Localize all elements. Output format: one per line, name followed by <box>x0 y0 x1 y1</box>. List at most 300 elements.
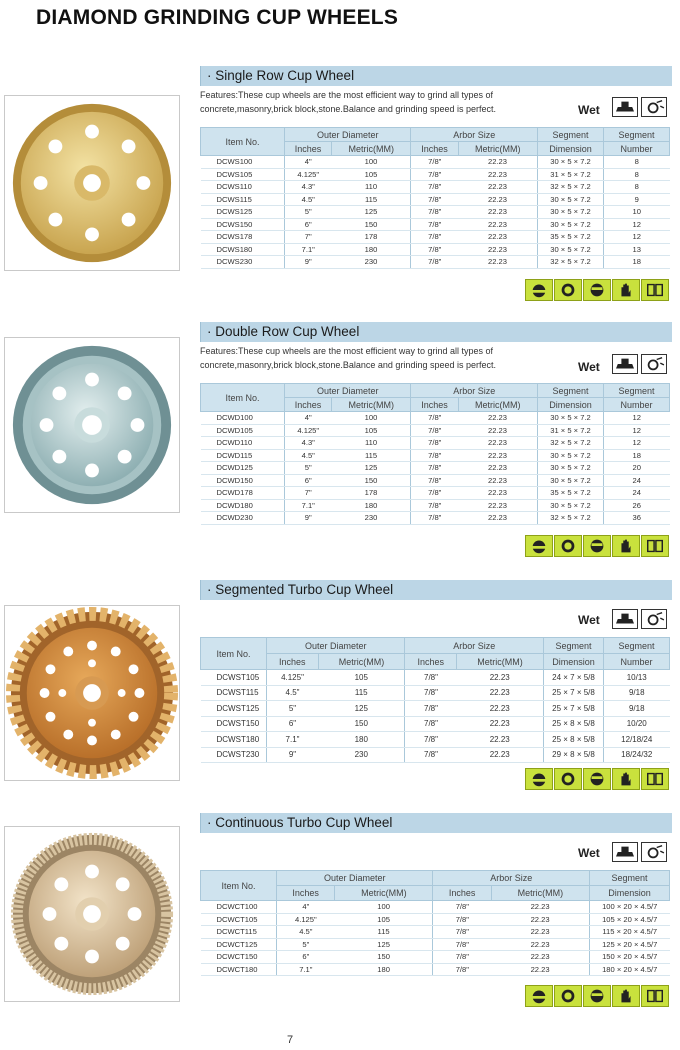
col-segment: Segment <box>590 871 670 886</box>
table-cell: 25 × 8 × 5/8 <box>544 732 604 748</box>
col-inches: Inches <box>277 886 335 901</box>
table-cell: 22.23 <box>458 474 537 487</box>
table-cell: DCWD115 <box>201 449 285 462</box>
table-cell: 30 × 5 × 7.2 <box>538 474 604 487</box>
table-row <box>201 487 670 500</box>
table-cell: 22.23 <box>458 449 537 462</box>
goggles-icon <box>583 535 611 557</box>
col-metric: Metric(MM) <box>458 142 537 156</box>
gloves-icon <box>612 768 640 790</box>
table-cell: 31 × 5 × 7.2 <box>538 424 604 437</box>
features-text: Features:These cup wheels are the most efficient way to grind all types of concrete,masonry,brick block,stone.Balance and grinding speed is perfect. <box>200 346 496 370</box>
table-row <box>201 938 670 951</box>
single-row-wheel-photo <box>4 95 180 271</box>
table-cell: 22.23 <box>458 499 537 512</box>
table-cell: 22.23 <box>456 701 543 717</box>
table-cell: 150 <box>332 474 411 487</box>
table-cell: DCWS100 <box>201 156 285 169</box>
table-cell: 20 <box>604 462 670 475</box>
table-cell: 36 <box>604 512 670 525</box>
table-cell: 30 × 5 × 7.2 <box>538 218 604 231</box>
table-cell: 5" <box>267 701 319 717</box>
wet-label: Wet <box>578 846 600 860</box>
table-cell: 24 <box>604 487 670 500</box>
table-cell: 7/8" <box>433 963 491 976</box>
table-cell: 125 <box>332 206 411 219</box>
table-cell: 4.3" <box>285 181 332 194</box>
col-item: Item No. <box>201 871 277 901</box>
table-cell: 22.23 <box>458 512 537 525</box>
manual-book-icon <box>641 985 669 1007</box>
water-hose-icon <box>641 354 667 374</box>
table-cell: 125 × 20 × 4.5/7 <box>590 938 670 951</box>
table-cell: 32 × 5 × 7.2 <box>538 256 604 269</box>
table-cell: 7/8" <box>411 412 458 425</box>
section-title: · Continuous Turbo Cup Wheel <box>207 815 393 830</box>
col-inches: Inches <box>411 398 458 412</box>
table-cell: DCWST125 <box>201 701 267 717</box>
table-cell: 7/8" <box>411 181 458 194</box>
col-item: Item No. <box>201 384 285 412</box>
col-inches: Inches <box>405 654 457 670</box>
table-cell: 22.23 <box>456 716 543 732</box>
table-cell: 178 <box>332 231 411 244</box>
table-cell: 8 <box>604 168 670 181</box>
table-cell: 4" <box>285 412 332 425</box>
section-title-bar-continuous <box>200 813 672 833</box>
table-cell: 22.23 <box>458 243 537 256</box>
table-row <box>201 685 670 701</box>
table-row <box>201 474 670 487</box>
table-cell: 22.23 <box>491 951 589 964</box>
table-cell: 22.23 <box>458 181 537 194</box>
table-cell: 115 <box>332 449 411 462</box>
table-cell: 22.23 <box>491 963 589 976</box>
col-dimension: Dimension <box>590 886 670 901</box>
table-cell: 22.23 <box>458 193 537 206</box>
feature-badges <box>525 985 671 1007</box>
table-cell: DCWST230 <box>201 747 267 763</box>
table-cell: 4.125" <box>285 168 332 181</box>
table-cell: DCWCT180 <box>201 963 277 976</box>
spec-table-segmented <box>200 637 670 763</box>
table-cell: 4.125" <box>277 913 335 926</box>
table-row <box>201 218 670 231</box>
table-row <box>201 168 670 181</box>
table-cell: 30 × 5 × 7.2 <box>538 462 604 475</box>
table-cell: 180 <box>332 499 411 512</box>
table-cell: 6" <box>267 716 319 732</box>
table-cell: 7/8" <box>433 951 491 964</box>
table-cell: 35 × 5 × 7.2 <box>538 231 604 244</box>
safety-helmet-icon <box>525 985 553 1007</box>
col-segment-number: Segment <box>604 128 670 142</box>
table-cell: DCWD178 <box>201 487 285 500</box>
col-arbor-size: Arbor Size <box>411 384 538 398</box>
table-cell: 31 × 5 × 7.2 <box>538 168 604 181</box>
table-cell: 7/8" <box>411 206 458 219</box>
table-cell: 7/8" <box>411 424 458 437</box>
table-cell: DCWD150 <box>201 474 285 487</box>
table-cell: 7/8" <box>405 701 457 717</box>
face-shield-icon <box>554 279 582 301</box>
table-cell: DCWCT150 <box>201 951 277 964</box>
table-cell: DCWCT115 <box>201 926 277 939</box>
wet-grinder-icon <box>612 609 638 629</box>
goggles-icon <box>583 985 611 1007</box>
table-cell: 22.23 <box>456 670 543 686</box>
table-cell: 7/8" <box>405 685 457 701</box>
table-cell: 7.1" <box>277 963 335 976</box>
table-row <box>201 181 670 194</box>
section-title: · Single Row Cup Wheel <box>207 68 355 83</box>
table-cell: 4.5" <box>285 193 332 206</box>
table-cell: 22.23 <box>458 256 537 269</box>
table-cell: 30 × 5 × 7.2 <box>538 499 604 512</box>
table-cell: 30 × 5 × 7.2 <box>538 412 604 425</box>
table-cell: DCWS110 <box>201 181 285 194</box>
manual-book-icon <box>641 535 669 557</box>
table-row <box>201 243 670 256</box>
table-cell: 22.23 <box>458 487 537 500</box>
table-cell: 7/8" <box>411 462 458 475</box>
table-cell: 7" <box>285 487 332 500</box>
col-metric: Metric(MM) <box>332 142 411 156</box>
table-cell: 22.23 <box>491 938 589 951</box>
table-cell: DCWCT125 <box>201 938 277 951</box>
table-cell: 105 <box>332 168 411 181</box>
wet-label: Wet <box>578 613 600 627</box>
table-cell: 10 <box>604 206 670 219</box>
page-title: DIAMOND GRINDING CUP WHEELS <box>36 6 399 29</box>
col-arbor-size: Arbor Size <box>411 128 538 142</box>
wet-grinder-icon <box>612 354 638 374</box>
table-row <box>201 256 670 269</box>
col-inches: Inches <box>411 142 458 156</box>
goggles-icon <box>583 768 611 790</box>
table-cell: 18/24/32 <box>604 747 670 763</box>
feature-badges <box>525 535 671 557</box>
table-cell: 7/8" <box>405 670 457 686</box>
table-cell: 7/8" <box>433 913 491 926</box>
table-cell: DCWS230 <box>201 256 285 269</box>
table-cell: 9/18 <box>604 701 670 717</box>
table-cell: 22.23 <box>458 156 537 169</box>
section-title-bar-segmented <box>200 580 672 600</box>
table-cell: DCWS105 <box>201 168 285 181</box>
table-cell: 7/8" <box>411 512 458 525</box>
table-cell: 9 <box>604 193 670 206</box>
table-cell: 9" <box>285 512 332 525</box>
table-cell: 30 × 5 × 7.2 <box>538 449 604 462</box>
table-cell: 230 <box>332 512 411 525</box>
table-cell: 24 <box>604 474 670 487</box>
col-number: Number <box>604 398 670 412</box>
table-cell: 7/8" <box>411 168 458 181</box>
table-body <box>201 901 670 976</box>
table-row <box>201 499 670 512</box>
table-cell: 4" <box>277 901 335 914</box>
col-arbor-size: Arbor Size <box>433 871 590 886</box>
table-cell: DCWST105 <box>201 670 267 686</box>
table-cell: 230 <box>318 747 405 763</box>
table-cell: 4" <box>285 156 332 169</box>
table-cell: 100 <box>332 156 411 169</box>
table-cell: 8 <box>604 156 670 169</box>
table-body <box>201 412 670 525</box>
table-row <box>201 901 670 914</box>
table-cell: 35 × 5 × 7.2 <box>538 487 604 500</box>
spec-table-continuous <box>200 870 670 976</box>
table-cell: 7/8" <box>411 474 458 487</box>
table-cell: 30 × 5 × 7.2 <box>538 243 604 256</box>
table-cell: 6" <box>285 218 332 231</box>
table-cell: 115 × 20 × 4.5/7 <box>590 926 670 939</box>
table-cell: 4.5" <box>267 685 319 701</box>
table-cell: 4.5" <box>277 926 335 939</box>
table-cell: 8 <box>604 181 670 194</box>
table-cell: DCWS115 <box>201 193 285 206</box>
table-cell: 7/8" <box>433 901 491 914</box>
table-cell: 22.23 <box>458 231 537 244</box>
table-cell: 100 <box>332 412 411 425</box>
section-title-bar-single <box>200 66 672 86</box>
table-cell: 12 <box>604 424 670 437</box>
table-cell: DCWST180 <box>201 732 267 748</box>
table-cell: 22.23 <box>458 412 537 425</box>
table-cell: 25 × 7 × 5/8 <box>544 685 604 701</box>
table-cell: DCWD100 <box>201 412 285 425</box>
table-cell: 125 <box>335 938 433 951</box>
table-cell: 150 <box>335 951 433 964</box>
table-cell: 4.125" <box>285 424 332 437</box>
col-outer-diameter: Outer Diameter <box>285 384 411 398</box>
table-cell: DCWS150 <box>201 218 285 231</box>
table-cell: 180 <box>318 732 405 748</box>
table-cell: 105 <box>335 913 433 926</box>
table-cell: 100 × 20 × 4.5/7 <box>590 901 670 914</box>
gloves-icon <box>612 535 640 557</box>
table-cell: 12 <box>604 412 670 425</box>
manual-book-icon <box>641 768 669 790</box>
wet-grinder-icon <box>612 842 638 862</box>
table-cell: 22.23 <box>458 206 537 219</box>
table-cell: 25 × 7 × 5/8 <box>544 701 604 717</box>
gloves-icon <box>612 985 640 1007</box>
col-item: Item No. <box>201 638 267 670</box>
col-metric: Metric(MM) <box>335 886 433 901</box>
face-shield-icon <box>554 768 582 790</box>
table-cell: 110 <box>332 437 411 450</box>
col-metric: Metric(MM) <box>458 398 537 412</box>
table-cell: 22.23 <box>458 462 537 475</box>
section-title: · Double Row Cup Wheel <box>207 324 360 339</box>
table-row <box>201 913 670 926</box>
table-cell: 115 <box>335 926 433 939</box>
table-cell: DCWS180 <box>201 243 285 256</box>
table-cell: 7.1" <box>267 732 319 748</box>
col-segment: Segment <box>544 638 604 654</box>
table-row <box>201 412 670 425</box>
table-cell: 18 <box>604 256 670 269</box>
table-cell: 25 × 8 × 5/8 <box>544 716 604 732</box>
table-cell: DCWS178 <box>201 231 285 244</box>
table-cell: 5" <box>285 206 332 219</box>
table-row <box>201 951 670 964</box>
spec-table-single <box>200 127 670 269</box>
table-cell: DCWCT105 <box>201 913 277 926</box>
table-row <box>201 462 670 475</box>
table-cell: 7/8" <box>411 243 458 256</box>
table-cell: 10/13 <box>604 670 670 686</box>
gloves-icon <box>612 279 640 301</box>
safety-helmet-icon <box>525 768 553 790</box>
table-cell: 7/8" <box>405 716 457 732</box>
table-cell: 5" <box>277 938 335 951</box>
table-cell: 7/8" <box>411 156 458 169</box>
table-row <box>201 424 670 437</box>
col-inches: Inches <box>285 398 332 412</box>
table-cell: 7/8" <box>411 256 458 269</box>
table-cell: 7" <box>285 231 332 244</box>
table-row <box>201 963 670 976</box>
table-cell: 30 × 5 × 7.2 <box>538 206 604 219</box>
col-segment-number: Segment <box>604 638 670 654</box>
col-dimension: Dimension <box>538 142 604 156</box>
col-number: Number <box>604 654 670 670</box>
table-cell: DCWS125 <box>201 206 285 219</box>
table-cell: 22.23 <box>491 926 589 939</box>
col-metric: Metric(MM) <box>456 654 543 670</box>
table-cell: 180 × 20 × 4.5/7 <box>590 963 670 976</box>
section-title: · Segmented Turbo Cup Wheel <box>207 582 394 597</box>
table-cell: 115 <box>318 685 405 701</box>
col-dimension: Dimension <box>538 398 604 412</box>
table-row <box>201 206 670 219</box>
table-cell: DCWD230 <box>201 512 285 525</box>
table-cell: 22.23 <box>458 168 537 181</box>
table-cell: 7.1" <box>285 499 332 512</box>
table-cell: 150 <box>318 716 405 732</box>
col-inches: Inches <box>285 142 332 156</box>
table-row <box>201 231 670 244</box>
col-outer-diameter: Outer Diameter <box>285 128 411 142</box>
table-cell: 7/8" <box>411 449 458 462</box>
table-cell: DCWD105 <box>201 424 285 437</box>
table-cell: 32 × 5 × 7.2 <box>538 512 604 525</box>
table-cell: 12/18/24 <box>604 732 670 748</box>
table-cell: 22.23 <box>458 424 537 437</box>
table-cell: 4.3" <box>285 437 332 450</box>
table-cell: 7/8" <box>433 926 491 939</box>
feature-badges <box>525 279 671 301</box>
table-cell: 7/8" <box>411 499 458 512</box>
table-cell: 4.125" <box>267 670 319 686</box>
table-cell: 6" <box>285 474 332 487</box>
table-cell: 5" <box>285 462 332 475</box>
col-outer-diameter: Outer Diameter <box>277 871 433 886</box>
wet-grinder-icon <box>612 97 638 117</box>
table-cell: 22.23 <box>456 685 543 701</box>
table-cell: 9" <box>267 747 319 763</box>
table-cell: 110 <box>332 181 411 194</box>
page-number: 7 <box>287 1034 294 1046</box>
table-cell: 105 <box>332 424 411 437</box>
table-cell: 12 <box>604 218 670 231</box>
col-item: Item No. <box>201 128 285 156</box>
table-cell: 7/8" <box>405 747 457 763</box>
table-cell: 9" <box>285 256 332 269</box>
safety-helmet-icon <box>525 535 553 557</box>
table-cell: 7/8" <box>411 231 458 244</box>
table-cell: 150 × 20 × 4.5/7 <box>590 951 670 964</box>
table-cell: 24 × 7 × 5/8 <box>544 670 604 686</box>
table-cell: 18 <box>604 449 670 462</box>
wet-label: Wet <box>578 103 600 117</box>
table-cell: DCWST150 <box>201 716 267 732</box>
table-cell: 150 <box>332 218 411 231</box>
col-segment: Segment <box>538 128 604 142</box>
table-cell: 12 <box>604 437 670 450</box>
table-cell: 7/8" <box>411 193 458 206</box>
table-cell: 230 <box>332 256 411 269</box>
table-cell: 10/20 <box>604 716 670 732</box>
table-cell: 4.5" <box>285 449 332 462</box>
table-cell: 22.23 <box>458 218 537 231</box>
col-outer-diameter: Outer Diameter <box>267 638 405 654</box>
water-hose-icon <box>641 842 667 862</box>
table-cell: DCWD125 <box>201 462 285 475</box>
table-cell: 7/8" <box>411 437 458 450</box>
double-row-wheel-photo <box>4 337 180 513</box>
table-body <box>201 156 670 269</box>
water-hose-icon <box>641 609 667 629</box>
col-segment: Segment <box>538 384 604 398</box>
col-metric: Metric(MM) <box>332 398 411 412</box>
table-cell: 115 <box>332 193 411 206</box>
table-row <box>201 193 670 206</box>
col-arbor-size: Arbor Size <box>405 638 544 654</box>
col-number: Number <box>604 142 670 156</box>
table-cell: 105 × 20 × 4.5/7 <box>590 913 670 926</box>
table-row <box>201 926 670 939</box>
table-row <box>201 701 670 717</box>
section-title-bar-double <box>200 322 672 342</box>
safety-helmet-icon <box>525 279 553 301</box>
col-dimension: Dimension <box>544 654 604 670</box>
table-cell: 26 <box>604 499 670 512</box>
table-row <box>201 670 670 686</box>
table-cell: 9/18 <box>604 685 670 701</box>
spec-table-double <box>200 383 670 525</box>
table-cell: 7/8" <box>411 218 458 231</box>
table-cell: 22.23 <box>456 732 543 748</box>
table-cell: 30 × 5 × 7.2 <box>538 156 604 169</box>
table-row <box>201 437 670 450</box>
table-cell: 22.23 <box>491 901 589 914</box>
water-hose-icon <box>641 97 667 117</box>
table-cell: 13 <box>604 243 670 256</box>
table-cell: 22.23 <box>491 913 589 926</box>
table-cell: 180 <box>335 963 433 976</box>
face-shield-icon <box>554 985 582 1007</box>
col-inches: Inches <box>433 886 491 901</box>
table-cell: 30 × 5 × 7.2 <box>538 193 604 206</box>
table-cell: 12 <box>604 231 670 244</box>
table-cell: 7/8" <box>405 732 457 748</box>
table-cell: 125 <box>318 701 405 717</box>
table-row <box>201 449 670 462</box>
